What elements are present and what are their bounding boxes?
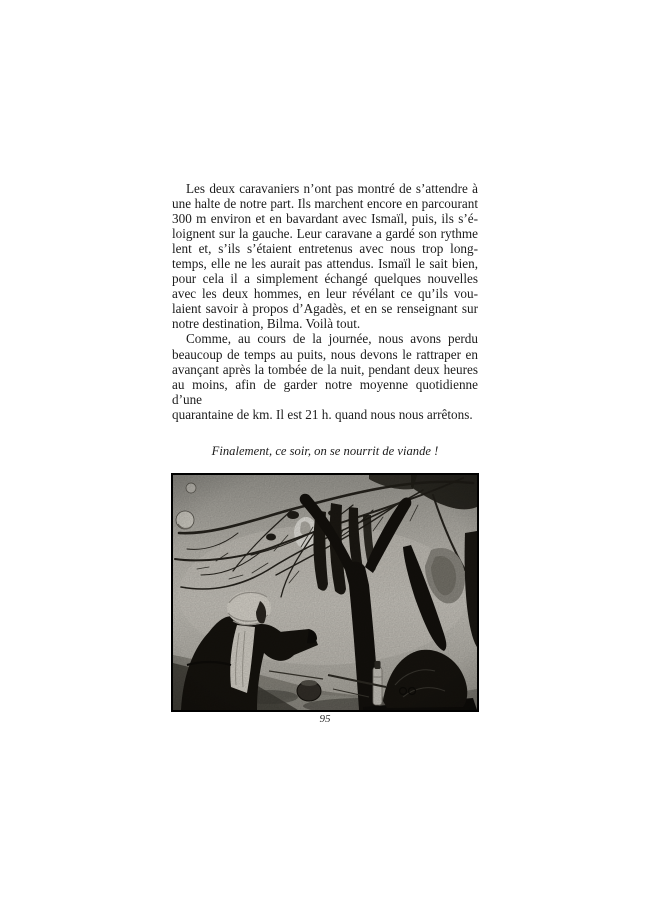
text-line: avec les deux hommes, en leur révélant ce qu’ils vou- (172, 286, 478, 302)
paragraph-2 (172, 331, 478, 421)
text-line: avançant après la tombée de la nuit, pendant deux heures (172, 361, 478, 377)
text-line: Comme, au cours de la journée, nous avons perdu (186, 331, 478, 347)
photo-caption: Finalement, ce soir, on se nourrit de viande ! (211, 444, 439, 458)
vignette (173, 475, 477, 710)
photo (171, 473, 479, 712)
text-line: au moins, afin de garder notre moyenne quotidienne d’une (172, 376, 478, 407)
text-line: 300 m environ et en bavardant avec Ismaïl, puis, ils s’é- (172, 211, 478, 227)
text-line: laient savoir à propos d’Agadès, et en se renseignant sur (172, 301, 478, 317)
text-line: une halte de notre part. Ils marchent encore en parcourant (172, 196, 478, 212)
text-line: Les deux caravaniers n’ont pas montré de s’attendre à (186, 181, 478, 196)
body-text-block (172, 181, 478, 422)
text-line: notre destination, Bilma. Voilà tout. (172, 316, 361, 332)
text-line: beaucoup de temps au puits, nous devons le rattraper en (172, 346, 478, 362)
page-number: 95 (319, 713, 331, 725)
text-line: loignent sur la gauche. Leur caravane a gardé son rythme (172, 226, 478, 242)
text-line: temps, elle ne les aurait pas attendus. Ismaïl le sait bien, (172, 256, 478, 272)
text-line: quarantaine de km. Il est 21 h. quand nous nous arrêtons. (172, 406, 473, 422)
text-line: lent et, s’ils s’étaient entretenus avec nous trop long- (172, 241, 478, 257)
paragraph-1 (172, 181, 478, 331)
text-line: pour cela il a simplement échangé quelques nouvelles (172, 271, 478, 287)
photo-illustration (173, 475, 477, 710)
